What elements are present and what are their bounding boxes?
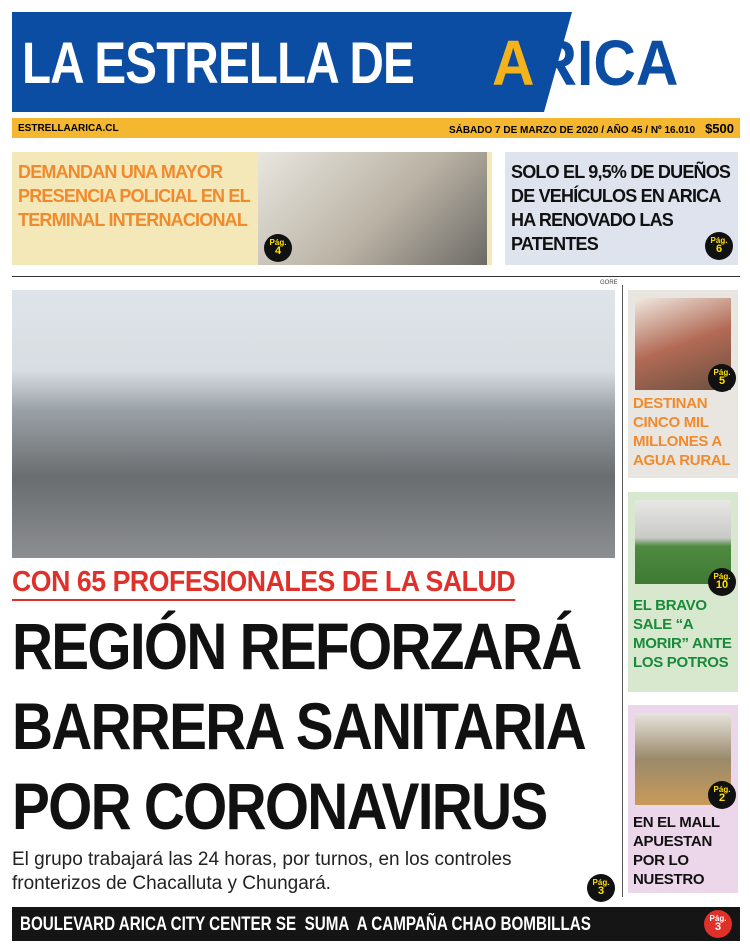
page-number: 10 xyxy=(715,579,729,591)
sidebar-item-sports[interactable] xyxy=(628,492,738,692)
page-number: 3 xyxy=(597,885,605,897)
logo-text: LA ESTRELLA DE xyxy=(22,31,414,96)
sidebar-title: EL BRAVO SALE “A MORIR” ANTE LOS POTROS xyxy=(633,597,732,671)
teaser-vehicles[interactable] xyxy=(505,152,738,265)
page-badge-label: Pág. xyxy=(713,368,731,377)
teaser-title: SOLO EL 9,5% DE DUEÑOS DE VEHÍCULOS EN ARICA HA RENOVADO LAS PATENTES xyxy=(511,162,731,254)
headline-line[interactable]: POR CORONAVIRUS xyxy=(12,769,547,843)
main-photo xyxy=(12,290,615,558)
kicker: CON 65 PROFESIONALES DE LA SALUD xyxy=(12,566,515,601)
footer-headline: BOULEVARD ARICA CITY CENTER SE SUMA A CAMPAÑA CHAO BOMBILLAS xyxy=(20,914,591,935)
page-badge-label: Pág. xyxy=(592,878,610,887)
page-number: 4 xyxy=(274,245,282,257)
website-link[interactable]: ESTRELLAARICA.CL xyxy=(18,122,119,134)
issue-date: SÁBADO 7 DE MARZO DE 2020 / AÑO 45 / Nº 16.010 xyxy=(448,124,696,136)
sidebar-title: EN EL MALL APUESTAN POR LO NUESTRO xyxy=(633,814,720,888)
logo-text-rica: RICA xyxy=(534,27,679,99)
page-badge-label: Pág. xyxy=(710,236,728,245)
info-bar xyxy=(12,118,740,138)
sidebar-item-water[interactable] xyxy=(628,290,738,478)
headline-line[interactable]: REGIÓN REFORZARÁ xyxy=(12,609,581,683)
footer-bar[interactable] xyxy=(12,907,740,941)
headline-line[interactable]: BARRERA SANITARIA xyxy=(12,689,586,763)
price: $500 xyxy=(705,120,734,136)
page-number: 2 xyxy=(718,792,726,804)
page-badge-label: Pág. xyxy=(713,572,731,581)
photo-credit: GORE xyxy=(600,280,618,286)
teaser-title: DEMANDAN UNA MAYOR PRESENCIA POLICIAL EN EL TERMINAL INTERNACIONAL xyxy=(18,162,250,230)
sidebar-title: DESTINAN CINCO MIL MILLONES A AGUA RURAL xyxy=(633,395,731,469)
meeting-photo xyxy=(258,152,487,265)
page-badge-label: Pág. xyxy=(269,238,287,247)
page-number: 6 xyxy=(715,243,723,255)
page-badge-label: Pág. xyxy=(709,914,727,923)
page-number: 5 xyxy=(718,375,726,387)
teaser-police[interactable] xyxy=(12,152,492,265)
divider xyxy=(12,276,740,277)
deck: El grupo trabajará las 24 horas, por turnos, en los controles fronterizos de Chacalluta y Chungará. xyxy=(12,849,512,894)
logo-a: A xyxy=(492,27,535,99)
page-number: 3 xyxy=(714,921,722,933)
page-badge-label: Pág. xyxy=(713,785,731,794)
masthead-logo xyxy=(12,12,740,112)
sidebar-item-mall[interactable] xyxy=(628,705,738,893)
column-divider xyxy=(622,285,623,897)
